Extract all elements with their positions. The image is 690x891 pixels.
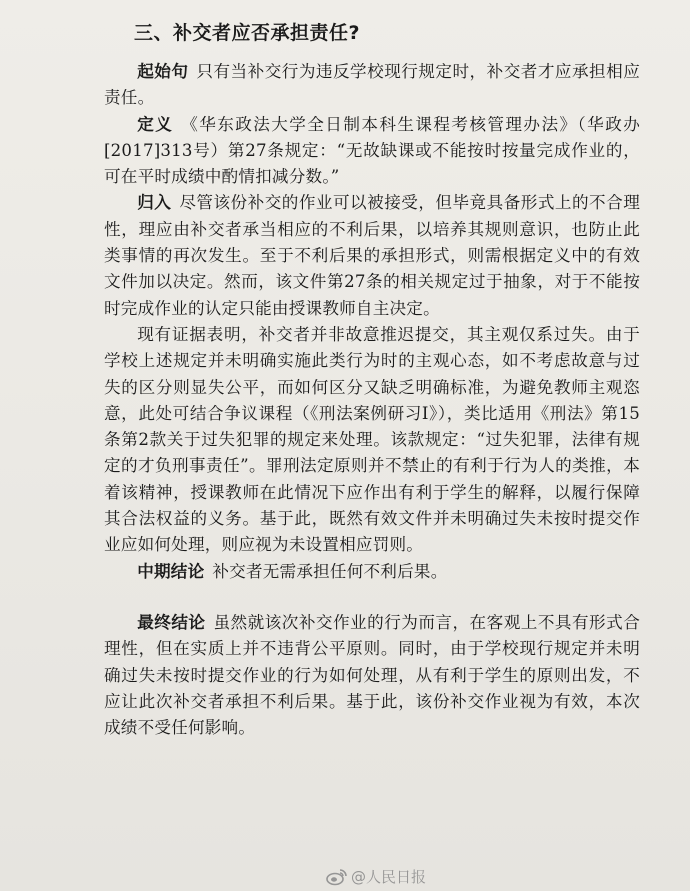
paragraph-text: 《华东政法大学全日制本科生课程考核管理办法》（华政办[2017]313号）第27条规定：“无故缺课或不能按时按量完成作业的，可在平时成绩中酌情扣减分数。”: [104, 114, 640, 187]
lead-label: 归入: [137, 193, 172, 213]
weibo-logo-icon: [326, 868, 348, 886]
paragraph-final-conclusion: [104, 610, 640, 741]
lead-label: 定义: [137, 114, 174, 134]
lead-label: 中期结论: [137, 561, 205, 581]
paragraph-start-sentence: [104, 59, 640, 112]
paragraph-text: 补交者无需承担任何不利后果。: [212, 561, 448, 581]
lead-label: 起始句: [137, 62, 189, 81]
paragraph-definition: [104, 112, 640, 191]
paragraph-text: 虽然就该次补交作业的行为而言，在客观上不具有形式合理性，但在实质上并不违背公平原则。同时，由于学校现行规定并未明确过失未按时提交作业的行为如何处理，从有利于学生的原则出发，不应让此次补交者承担不利后果。基于此，该份补交作业视为有效，本次成绩不受任何影响。: [104, 612, 640, 738]
lead-label: 最终结论: [137, 612, 206, 632]
paragraph-text: 尽管该份补交的作业可以被接受，但毕竟具备形式上的不合理性，理应由补交者承当相应的不利后果，以培养其规则意识，也防止此类事情的再次发生。至于不利后果的承担形式，则需根据定义中的有效文件加以决定。然而，该文件第27条的相关规定过于抽象，对于不能按时完成作业的认定只能由授课教师自主决定。: [104, 193, 640, 318]
weibo-watermark: [326, 866, 426, 887]
watermark-text: @人民日报: [350, 868, 426, 886]
paragraph-subsumption: [104, 190, 640, 321]
paragraph-evidence: [104, 322, 640, 559]
paragraph-interim-conclusion: [104, 559, 640, 585]
section-heading: 三、补交者应否承担责任?: [134, 22, 361, 44]
paragraph-text: 只有当补交行为违反学校现行规定时，补交者才应承担相应责任。: [104, 62, 640, 108]
paragraph-text: 现有证据表明，补交者并非故意推迟提交，其主观仅系过失。由于学校上述规定并未明确实施此类行为时的主观心态，如不考虑故意与过失的区分则显失公平，而如何区分又缺乏明确标准，为避免教师主观恣意，此处可结合争议课程（《刑法案例研习I》），类比适用《刑法》第15条第2款关于过失犯罪的规定来处理。该款规定：“过失犯罪，法律有规定的才负刑事责任”。罪刑法定原则并不禁止的有利于行为人的类推，本着该精神，授课教师在此情况下应作出有利于学生的解释，以履行保障其合法权益的义务。基于此，既然有效文件并未明确过失未按时提交作业应如何处理，则应视为未设置相应罚则。: [104, 324, 640, 555]
